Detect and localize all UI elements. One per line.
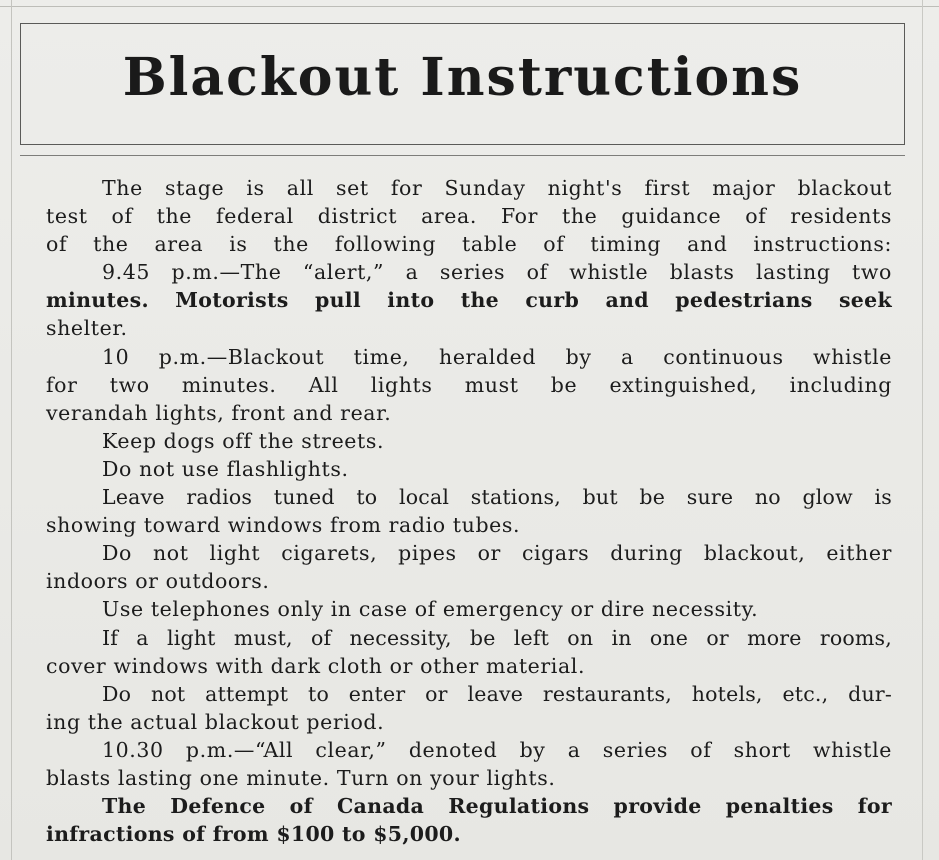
article-line: Keep dogs off the streets. <box>102 428 385 453</box>
article-line: minutes. Motorists pull into the curb and pedestrians seek <box>46 288 892 313</box>
right-column-rule <box>922 0 923 860</box>
headline-under-rule <box>20 155 905 156</box>
article-line: shelter. <box>46 316 128 341</box>
article-line: of the area is the following table of timing and instructions: <box>46 232 892 257</box>
top-column-rule <box>0 6 939 7</box>
article-line: The Defence of Canada Regulations provide penalties for <box>102 794 892 819</box>
headline-box <box>20 23 905 145</box>
left-column-rule <box>11 0 12 860</box>
article-line: test of the federal district area. For the guidance of residents <box>46 204 892 229</box>
article-line: ing the actual blackout period. <box>46 709 385 734</box>
article-line: Leave radios tuned to local stations, but be sure no glow is <box>102 485 892 510</box>
article-line: Use telephones only in case of emergency or dire necessity. <box>102 597 759 622</box>
article-line: The stage is all set for Sunday night's first major blackout <box>102 176 892 200</box>
article-line: If a light must, of necessity, be left on in one or more rooms, <box>102 625 892 650</box>
article-line: Do not light cigarets, pipes or cigars during blackout, either <box>102 541 892 566</box>
article-line: 10 p.m.—Blackout time, heralded by a continuous whistle <box>102 344 892 369</box>
article-line: cover windows with dark cloth or other material. <box>46 653 586 678</box>
article-line: blasts lasting one minute. Turn on your lights. <box>46 765 556 790</box>
headline: Blackout Instructions <box>122 47 803 108</box>
article-line: Do not attempt to enter or leave restaurants, hotels, etc., dur- <box>102 681 892 706</box>
article-body <box>46 174 892 848</box>
article-line: verandah lights, front and rear. <box>46 400 392 425</box>
article-line: Do not use flashlights. <box>102 456 349 481</box>
article-line: infractions of from $100 to $5,000. <box>46 822 461 847</box>
article-line: 10.30 p.m.—“All clear,” denoted by a series of short whistle <box>102 737 892 762</box>
article-line: 9.45 p.m.—The “alert,” a series of whistle blasts lasting two <box>102 260 892 285</box>
article-line: indoors or outdoors. <box>46 569 270 594</box>
article-line: showing toward windows from radio tubes. <box>46 513 521 538</box>
article-line: for two minutes. All lights must be extinguished, including <box>46 372 892 397</box>
